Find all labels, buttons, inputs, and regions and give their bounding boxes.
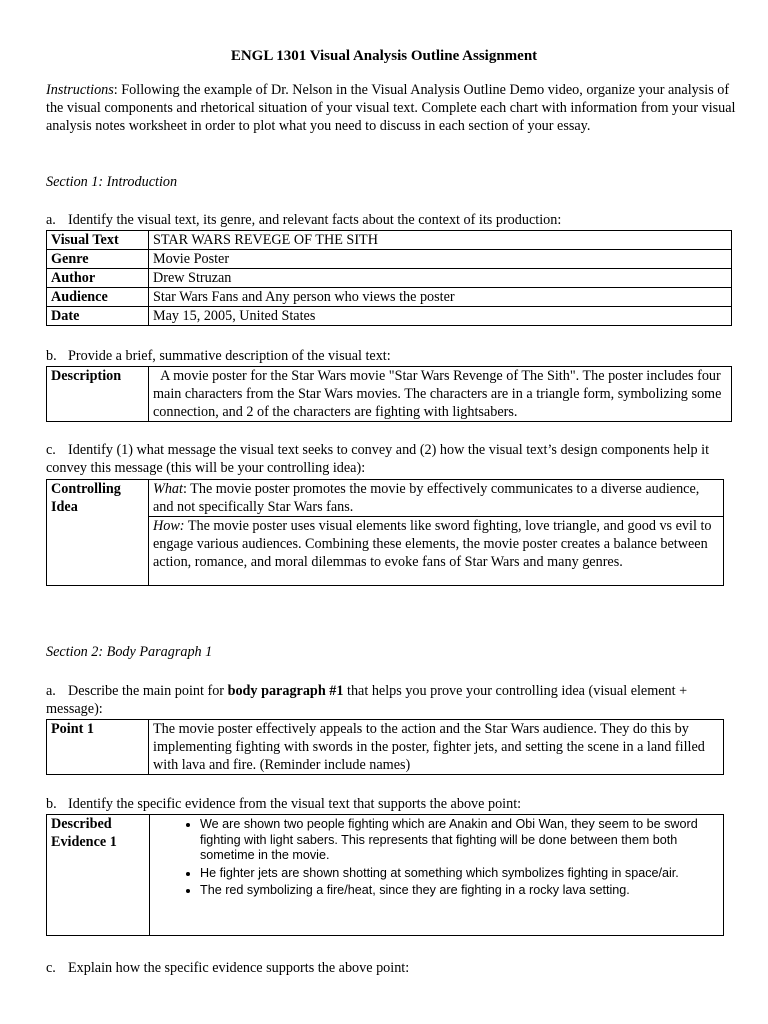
evidence-list <box>154 817 719 899</box>
question-1c-letter: c. <box>46 442 56 458</box>
row-value: Star Wars Fans and Any person who views the poster <box>149 288 732 307</box>
description-value: A movie poster for the Star Wars movie "Star Wars Revenge of The Sith". The poster includes four main characters from the Star Wars movies. The characters are in a triangle form, symbolizing some connection, and 2 of the characters are fighting with lightsabers. <box>149 367 732 422</box>
table-row <box>47 367 732 422</box>
table-row <box>47 517 724 586</box>
question-2c-letter: c. <box>46 960 56 976</box>
controlling-idea-how <box>149 517 724 586</box>
question-1a-letter: a. <box>46 212 56 228</box>
question-2c-text: Explain how the specific evidence supports the above point: <box>68 960 410 976</box>
row-value: May 15, 2005, United States <box>149 307 732 326</box>
row-value: Movie Poster <box>149 250 732 269</box>
evidence-table <box>46 814 724 936</box>
row-value: STAR WARS REVEGE OF THE SITH <box>149 231 732 250</box>
table-row <box>47 307 732 326</box>
table-row <box>47 815 724 936</box>
list-item: • We are shown two people fighting which are Anakin and Obi Wan, they seem to be sword fighting with light sabers. This represents that fighting will be done between them both sometime in the movie. <box>200 817 719 864</box>
question-1a <box>46 211 736 229</box>
table-row <box>47 720 724 775</box>
table-row <box>47 269 732 288</box>
point-table <box>46 719 724 775</box>
point-value: The movie poster effectively appeals to the action and the Star Wars audience. They do this by implementing fighting with swords in the poster, fighter jets, and setting the scene in a land filled with lava and fire. (Reminder include names) <box>149 720 724 775</box>
what-label: What <box>153 481 183 497</box>
description-table <box>46 366 732 422</box>
row-label: Author <box>47 269 149 288</box>
question-1b <box>46 347 736 365</box>
row-label: Genre <box>47 250 149 269</box>
section-1-heading: Section 1: Introduction <box>46 174 178 190</box>
table-row <box>47 231 732 250</box>
evidence-list-cell <box>150 815 724 936</box>
question-1a-text: Identify the visual text, its genre, and relevant facts about the context of its production: <box>68 212 562 228</box>
controlling-idea-what <box>149 480 724 517</box>
controlling-idea-table <box>46 479 724 586</box>
question-2a-text-pre: Describe the main point for <box>68 683 228 699</box>
description-label: Description <box>47 367 149 422</box>
question-1b-letter: b. <box>46 348 57 364</box>
evidence-label: Described Evidence 1 <box>47 815 150 936</box>
question-2a-text-bold: body paragraph #1 <box>227 683 344 699</box>
section-2-heading: Section 2: Body Paragraph 1 <box>46 644 213 660</box>
controlling-idea-label: Controlling Idea <box>47 480 149 586</box>
table-row <box>47 480 724 517</box>
question-1c <box>46 441 736 477</box>
how-label: How: <box>153 518 185 534</box>
instructions-label: Instructions <box>46 82 114 98</box>
question-2b-letter: b. <box>46 796 57 812</box>
context-table <box>46 230 732 326</box>
what-text: : The movie poster promotes the movie by effectively communicates to a diverse audience, and not specifically Star Wars fans. <box>153 481 700 515</box>
row-value: Drew Struzan <box>149 269 732 288</box>
row-label: Audience <box>47 288 149 307</box>
question-1c-text: Identify (1) what message the visual text seeks to convey and (2) how the visual text’s design components help it convey this message (this will be your controlling idea): <box>46 442 710 476</box>
question-2b-text: Identify the specific evidence from the visual text that supports the above point: <box>68 796 522 812</box>
document-title: ENGL 1301 Visual Analysis Outline Assignment <box>230 48 538 64</box>
row-label: Date <box>47 307 149 326</box>
how-text: The movie poster uses visual elements like sword fighting, love triangle, and good vs evil to engage various audiences. Combining these elements, the movie poster creates a balance between action, romance, and moral dilemmas to evoke fans of Star Wars and many genres. <box>153 518 712 570</box>
table-row <box>47 288 732 307</box>
row-label: Visual Text <box>47 231 149 250</box>
table-row <box>47 250 732 269</box>
question-2a-text-post: that helps you prove your controlling idea (visual element + message): <box>46 683 688 717</box>
list-item: • The red symbolizing a fire/heat, since they are fighting in a rocky lava setting. <box>200 883 719 899</box>
question-1b-text: Provide a brief, summative description of the visual text: <box>68 348 391 364</box>
instructions-paragraph <box>46 81 736 135</box>
question-2a-letter: a. <box>46 683 56 699</box>
point-label: Point 1 <box>47 720 149 775</box>
question-2a <box>46 682 736 718</box>
instructions-text: : Following the example of Dr. Nelson in the Visual Analysis Outline Demo video, organize your analysis of the visual components and rhetorical situation of your visual text. Complete each chart with information from your visual analysis notes worksheet in order to plot what you need to discuss in each section of your essay. <box>46 82 736 134</box>
question-2b <box>46 795 736 813</box>
list-item: • He fighter jets are shown shotting at something which symbolizes fighting in space/air. <box>200 866 719 882</box>
question-2c <box>46 959 736 977</box>
